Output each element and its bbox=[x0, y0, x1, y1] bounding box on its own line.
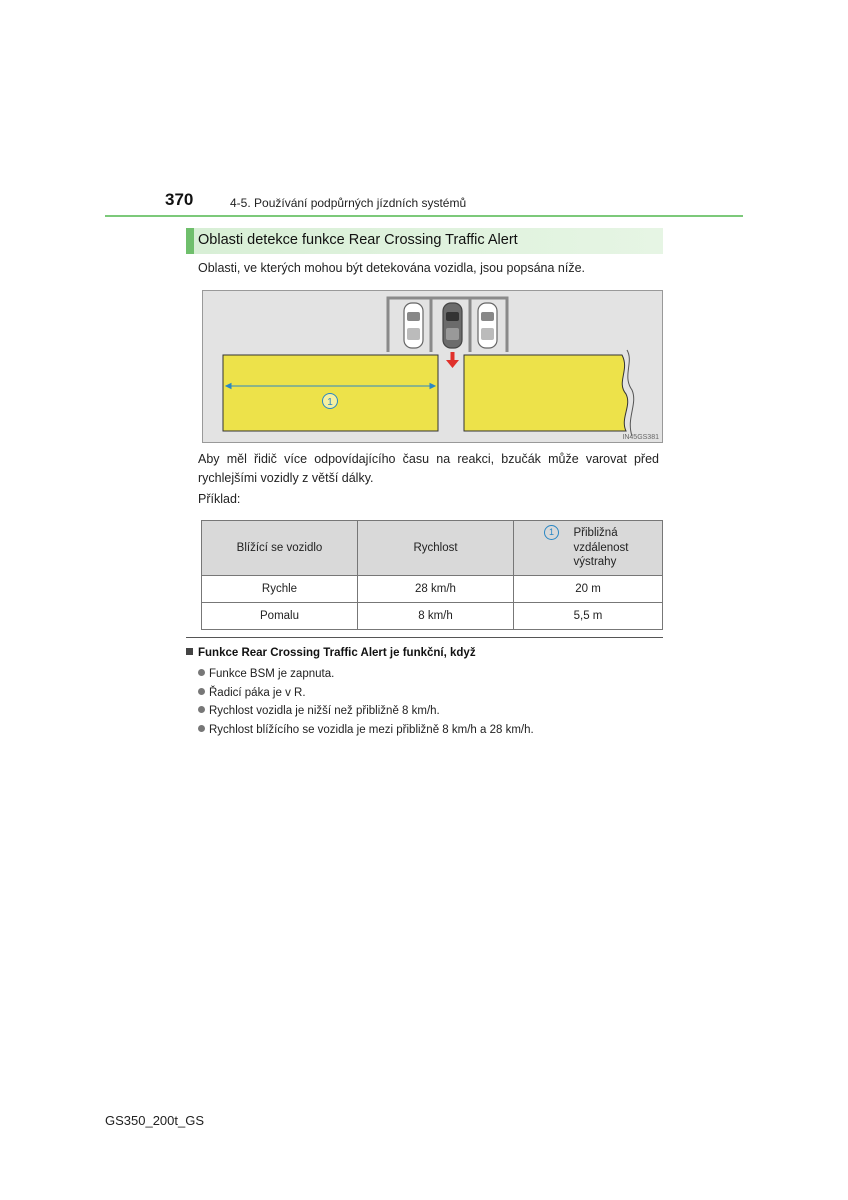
conditions-heading-text: Funkce Rear Crossing Traffic Alert je funkční, když bbox=[198, 647, 476, 659]
section-divider bbox=[186, 637, 663, 638]
table-cell: 28 km/h bbox=[358, 576, 514, 603]
round-bullet-icon bbox=[198, 725, 205, 732]
detection-area-figure bbox=[202, 290, 663, 443]
parked-car-left-icon bbox=[404, 303, 423, 348]
section-heading-text: Oblasti detekce funkce Rear Crossing Traffic Alert bbox=[198, 232, 518, 248]
table-row bbox=[202, 576, 663, 603]
header-warning-distance-line: výstrahy bbox=[573, 556, 617, 569]
list-item: Funkce BSM je zapnuta. bbox=[198, 665, 534, 684]
conditions-list bbox=[198, 665, 534, 739]
round-bullet-icon bbox=[198, 688, 205, 695]
parked-car-right-icon bbox=[478, 303, 497, 348]
reaction-time-paragraph: Aby měl řidič více odpovídajícího času na reakci, bzučák může varovat před rychlejšími vozidly z větší dálky. bbox=[198, 452, 659, 485]
round-bullet-icon bbox=[198, 669, 205, 676]
footer-model-code: GS350_200t_GS bbox=[105, 1113, 205, 1128]
warning-distance-table bbox=[201, 520, 663, 630]
chapter-title: 4-5. Používání podpůrných jízdních systémů bbox=[230, 196, 467, 210]
header-divider bbox=[105, 215, 743, 217]
section-heading bbox=[186, 228, 663, 254]
intro-text: Oblasti, ve kterých mohou být detekována vozidla, jsou popsána níže. bbox=[198, 261, 586, 275]
table-row bbox=[202, 603, 663, 630]
header-approaching-vehicle: Blížící se vozidlo bbox=[202, 521, 358, 576]
list-item: Rychlost blížícího se vozidla je mezi přibližně 8 km/h a 28 km/h. bbox=[198, 721, 534, 740]
table-cell: Rychle bbox=[202, 576, 358, 603]
example-label: Příklad: bbox=[198, 492, 241, 506]
header-warning-distance-line: Přibližná bbox=[573, 527, 618, 540]
table-cell: 5,5 m bbox=[514, 603, 663, 630]
figure-image-code: IN45GS381 bbox=[622, 434, 659, 441]
list-item: Rychlost vozidla je nižší než přibližně 8 km/h. bbox=[198, 702, 534, 721]
distance-callout-number: 1 bbox=[327, 397, 333, 408]
detection-zone-right bbox=[464, 355, 628, 431]
page-number: 370 bbox=[165, 190, 194, 209]
header-speed: Rychlost bbox=[358, 521, 514, 576]
conditions-heading bbox=[186, 647, 476, 659]
table-cell: 8 km/h bbox=[358, 603, 514, 630]
header-warning-distance-line: vzdálenost bbox=[573, 541, 629, 554]
square-bullet-icon bbox=[186, 648, 193, 655]
distance-callout-icon: 1 bbox=[544, 525, 559, 540]
header-warning-distance bbox=[514, 521, 663, 576]
own-vehicle-icon bbox=[443, 303, 462, 348]
table-header-row bbox=[202, 521, 663, 576]
list-item: Řadicí páka je v R. bbox=[198, 684, 534, 703]
table-cell: 20 m bbox=[514, 576, 663, 603]
round-bullet-icon bbox=[198, 706, 205, 713]
detection-zone-left bbox=[223, 355, 438, 431]
table-cell: Pomalu bbox=[202, 603, 358, 630]
